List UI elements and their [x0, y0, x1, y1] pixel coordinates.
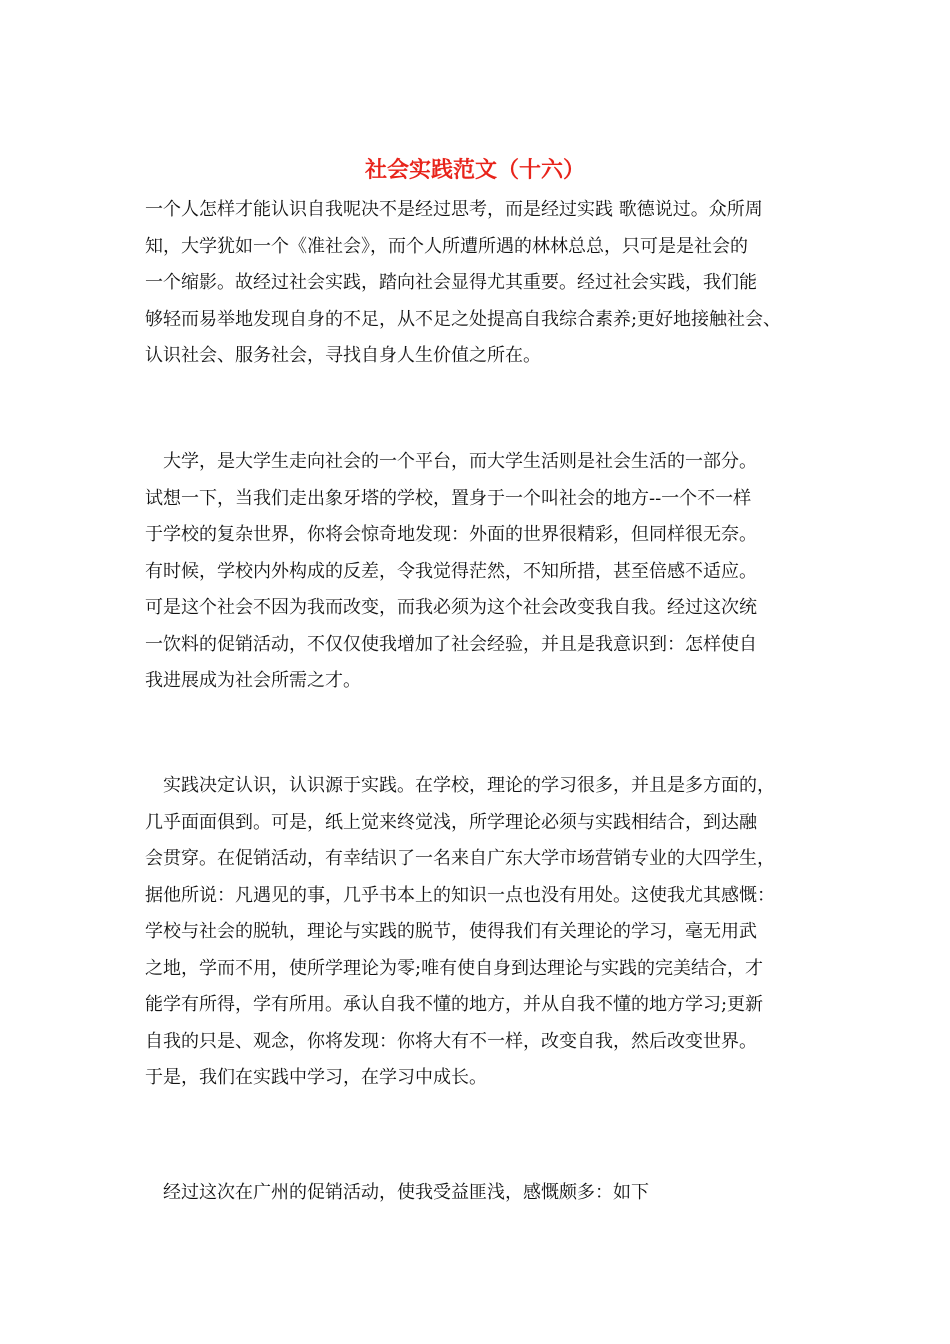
paragraph-line: 一饮料的促销活动，不仅仅使我增加了社会经验，并且是我意识到：怎样使自 [145, 633, 757, 655]
paragraph-line: 经过这次在广州的促销活动，使我受益匪浅，感慨颇多：如下 [145, 1182, 649, 1203]
paragraph-line: 几乎面面俱到。可是，纸上觉来终觉浅，所学理论必须与实践相结合，到达融 [145, 811, 757, 833]
paragraph-line: 一个人怎样才能认识自我呢决不是经过思考，而是经过实践 歌德说过。众所周 [145, 199, 763, 220]
paragraph-line: 于是，我们在实践中学习，在学习中成长。 [145, 1067, 487, 1088]
paragraph-line: 一个缩影。故经过社会实践，踏向社会显得尤其重要。经过社会实践，我们能 [145, 272, 757, 293]
paragraph-line: 之地，学而不用，使所学理论为零;唯有使自身到达理论与实践的完美结合，才 [145, 957, 764, 979]
paragraph-line: 大学，是大学生走向社会的一个平台，而大学生活则是社会生活的一部分。 [145, 451, 757, 472]
paragraph-line: 据他所说：凡遇见的事，几乎书本上的知识一点也没有用处。这使我尤其感慨： [145, 884, 775, 906]
paragraph-2 [145, 444, 825, 700]
paragraph-line: 我进展成为社会所需之才。 [145, 670, 361, 691]
paragraph-line: 知，大学犹如一个《准社会》，而个人所遭所遇的林林总总，只可是是社会的 [145, 235, 748, 257]
paragraph-line: 试想一下，当我们走出象牙塔的学校，置身于一个叫社会的地方--一个不一样 [145, 487, 752, 509]
paragraph-line: 于学校的复杂世界，你将会惊奇地发现：外面的世界很精彩，但同样很无奈。 [145, 524, 757, 545]
paragraph-line: 可是这个社会不因为我而改变，而我必须为这个社会改变我自我。经过这次统 [145, 597, 757, 618]
paragraph-line: 有时候，学校内外构成的反差，令我觉得茫然，不知所措，甚至倍感不适应。 [145, 560, 757, 582]
paragraph-1 [145, 192, 825, 375]
paragraph-3 [145, 768, 825, 1097]
paragraph-line: 认识社会、服务社会，寻找自身人生价值之所在。 [145, 345, 541, 366]
paragraph-line: 学校与社会的脱轨，理论与实践的脱节，使得我们有关理论的学习，毫无用武 [145, 921, 757, 942]
paragraph-line: 实践决定认识，认识源于实践。在学校，理论的学习很多，并且是多方面的， [145, 775, 775, 796]
paragraph-line: 能学有所得，学有所用。承认自我不懂的地方，并从自我不懂的地方学习;更新 [145, 994, 764, 1015]
paragraph-line: 会贯穿。在促销活动，有幸结识了一名来自广东大学市场营销专业的大四学生， [145, 848, 775, 869]
document-title: 社会实践范文（十六） [364, 157, 585, 183]
paragraph-line: 够轻而易举地发现自身的不足，从不足之处提高自我综合素养;更好地接触社会、 [145, 308, 782, 330]
paragraph-4 [145, 1175, 825, 1212]
paragraph-line: 自我的只是、观念，你将发现：你将大有不一样，改变自我，然后改变世界。 [145, 1030, 757, 1052]
